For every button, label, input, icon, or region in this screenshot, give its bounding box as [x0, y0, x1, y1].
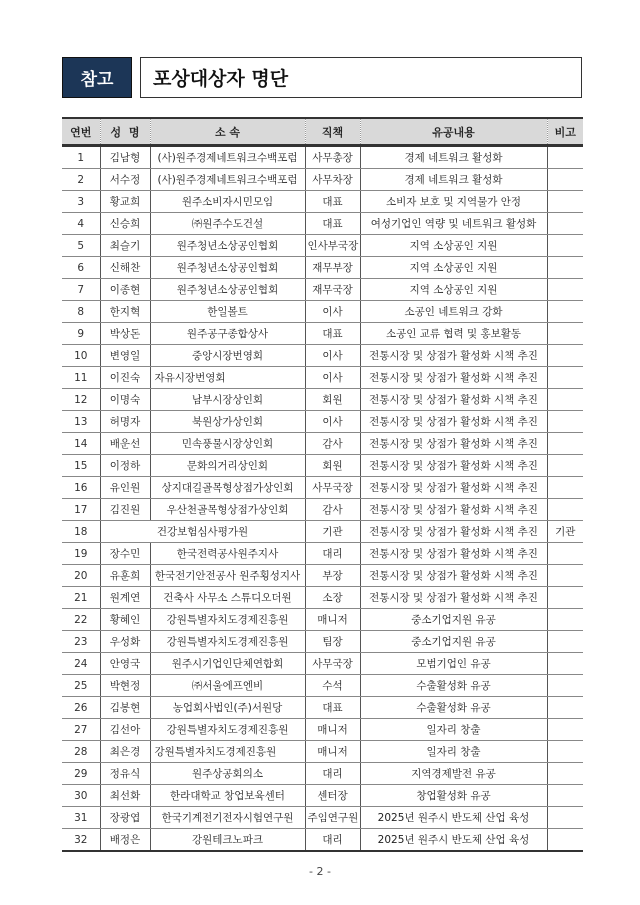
table-row [62, 169, 583, 191]
cell-name: 우성화 [100, 631, 150, 653]
cell-name: 장수민 [100, 543, 150, 565]
cell-org: 원주공구종합상사 [150, 323, 305, 345]
cell-position: 사무차장 [305, 169, 360, 191]
cell-position: 재무국장 [305, 279, 360, 301]
cell-note [547, 719, 583, 741]
cell-merit: 2025년 원주시 반도체 산업 육성 [360, 807, 547, 829]
table-row [62, 146, 583, 169]
cell-no: 2 [62, 169, 100, 191]
cell-org: 자유시장번영회 [150, 367, 305, 389]
cell-name: 신승희 [100, 213, 150, 235]
table-row [62, 257, 583, 279]
cell-note [547, 191, 583, 213]
table-row [62, 191, 583, 213]
cell-note [547, 301, 583, 323]
cell-position: 주임연구원 [305, 807, 360, 829]
cell-merit: 소비자 보호 및 지역물가 안정 [360, 191, 547, 213]
cell-org: 한국전력공사원주지사 [150, 543, 305, 565]
cell-name: 박상돈 [100, 323, 150, 345]
column-header-name: 성 명 [100, 118, 150, 146]
cell-org: 상지대길골목형상점가상인회 [150, 477, 305, 499]
cell-note [547, 345, 583, 367]
cell-note [547, 631, 583, 653]
cell-org: 문화의거리상인회 [150, 455, 305, 477]
reference-label: 참고 [62, 57, 132, 98]
cell-merit: 전통시장 및 상점가 활성화 시책 추진 [360, 477, 547, 499]
cell-position: 감사 [305, 433, 360, 455]
cell-merit: 수출활성화 유공 [360, 697, 547, 719]
cell-position: 대표 [305, 697, 360, 719]
cell-org: 민속풍물시장상인회 [150, 433, 305, 455]
cell-merit: 전통시장 및 상점가 활성화 시책 추진 [360, 345, 547, 367]
cell-position: 수석 [305, 675, 360, 697]
cell-position: 이사 [305, 411, 360, 433]
table-row [62, 653, 583, 675]
cell-note [547, 323, 583, 345]
cell-org: 한국전기안전공사 원주횡성지사 [150, 565, 305, 587]
cell-org: (사)원주경제네트워크수백포럼 [150, 169, 305, 191]
cell-name: 김진원 [100, 499, 150, 521]
cell-position: 대표 [305, 191, 360, 213]
cell-merit: 수출활성화 유공 [360, 675, 547, 697]
table-header-row [62, 118, 583, 146]
cell-position: 인사부국장 [305, 235, 360, 257]
cell-org: 우산천골목형상점가상인회 [150, 499, 305, 521]
column-header-no: 연번 [62, 118, 100, 146]
cell-position: 소장 [305, 587, 360, 609]
cell-position: 대표 [305, 323, 360, 345]
cell-note [547, 697, 583, 719]
cell-merit: 경제 네트워크 활성화 [360, 146, 547, 169]
cell-no: 24 [62, 653, 100, 675]
table-row [62, 213, 583, 235]
cell-no: 4 [62, 213, 100, 235]
cell-name: 최은경 [100, 741, 150, 763]
cell-no: 27 [62, 719, 100, 741]
table-row [62, 829, 583, 852]
cell-name: 이명숙 [100, 389, 150, 411]
cell-no: 25 [62, 675, 100, 697]
table-row [62, 521, 583, 543]
cell-name: 최선화 [100, 785, 150, 807]
cell-note [547, 587, 583, 609]
cell-no: 9 [62, 323, 100, 345]
cell-org: 원주소비자시민모임 [150, 191, 305, 213]
cell-note [547, 146, 583, 169]
cell-position: 재무부장 [305, 257, 360, 279]
cell-name: 유인원 [100, 477, 150, 499]
table-row [62, 741, 583, 763]
cell-no: 5 [62, 235, 100, 257]
cell-no: 20 [62, 565, 100, 587]
table-row [62, 499, 583, 521]
table-row [62, 367, 583, 389]
cell-no: 26 [62, 697, 100, 719]
column-header-org: 소 속 [150, 118, 305, 146]
cell-name: 유훈희 [100, 565, 150, 587]
cell-no: 22 [62, 609, 100, 631]
cell-org: 건강보험심사평가원 [100, 521, 305, 543]
cell-org: ㈜서울에프엔비 [150, 675, 305, 697]
cell-merit: 전통시장 및 상점가 활성화 시책 추진 [360, 543, 547, 565]
cell-note [547, 411, 583, 433]
cell-position: 사무총장 [305, 146, 360, 169]
cell-position: 매니저 [305, 741, 360, 763]
cell-merit: 전통시장 및 상점가 활성화 시책 추진 [360, 411, 547, 433]
cell-org: 강원특별자치도경제진흥원 [150, 719, 305, 741]
cell-note [547, 763, 583, 785]
cell-org: 중앙시장번영회 [150, 345, 305, 367]
column-header-merit: 유공내용 [360, 118, 547, 146]
cell-merit: 전통시장 및 상점가 활성화 시책 추진 [360, 367, 547, 389]
cell-merit: 모범기업인 유공 [360, 653, 547, 675]
cell-name: 장광엽 [100, 807, 150, 829]
cell-name: 서수정 [100, 169, 150, 191]
table-row [62, 565, 583, 587]
cell-org: 농업회사법인(주)서원당 [150, 697, 305, 719]
cell-org: 북원상가상인회 [150, 411, 305, 433]
cell-no: 30 [62, 785, 100, 807]
cell-name: 안영국 [100, 653, 150, 675]
cell-note [547, 433, 583, 455]
cell-no: 8 [62, 301, 100, 323]
cell-merit: 경제 네트워크 활성화 [360, 169, 547, 191]
cell-name: 김남형 [100, 146, 150, 169]
cell-note [547, 653, 583, 675]
cell-name: 배정은 [100, 829, 150, 852]
table-row [62, 477, 583, 499]
cell-no: 14 [62, 433, 100, 455]
cell-merit: 중소기업지원 유공 [360, 609, 547, 631]
cell-org: 강원테크노파크 [150, 829, 305, 852]
table-row [62, 719, 583, 741]
cell-no: 13 [62, 411, 100, 433]
cell-org: 원주상공회의소 [150, 763, 305, 785]
cell-no: 16 [62, 477, 100, 499]
cell-name: 이종현 [100, 279, 150, 301]
column-header-position: 직책 [305, 118, 360, 146]
page-title: 포상대상자 명단 [140, 57, 582, 98]
cell-no: 28 [62, 741, 100, 763]
table-row [62, 323, 583, 345]
cell-merit: 전통시장 및 상점가 활성화 시책 추진 [360, 521, 547, 543]
table-row [62, 697, 583, 719]
cell-no: 6 [62, 257, 100, 279]
cell-note [547, 455, 583, 477]
cell-position: 부장 [305, 565, 360, 587]
cell-org: 강원특별자치도경제진흥원 [150, 631, 305, 653]
cell-position: 대리 [305, 543, 360, 565]
cell-name: 정유식 [100, 763, 150, 785]
cell-org: 건축사 사무소 스튜디오더원 [150, 587, 305, 609]
cell-org: (사)원주경제네트워크수백포럼 [150, 146, 305, 169]
cell-position: 사무국장 [305, 653, 360, 675]
cell-merit: 일자리 창출 [360, 741, 547, 763]
cell-no: 21 [62, 587, 100, 609]
table-row [62, 543, 583, 565]
cell-position: 대표 [305, 213, 360, 235]
cell-note [547, 213, 583, 235]
cell-org: 한국기계전기전자시험연구원 [150, 807, 305, 829]
cell-org: 원주청년소상공인협회 [150, 279, 305, 301]
cell-note [547, 829, 583, 852]
cell-note [547, 807, 583, 829]
cell-position: 팀장 [305, 631, 360, 653]
cell-org: 강원특별자치도경제진흥원 [150, 741, 305, 763]
table-row [62, 587, 583, 609]
cell-org: 원주시기업인단체연합회 [150, 653, 305, 675]
table-row [62, 433, 583, 455]
cell-name: 이정하 [100, 455, 150, 477]
cell-name: 김선아 [100, 719, 150, 741]
table-row [62, 675, 583, 697]
cell-position: 이사 [305, 367, 360, 389]
cell-no: 29 [62, 763, 100, 785]
cell-name: 한지혁 [100, 301, 150, 323]
cell-note: 기관 [547, 521, 583, 543]
cell-merit: 2025년 원주시 반도체 산업 육성 [360, 829, 547, 852]
cell-position: 이사 [305, 301, 360, 323]
cell-org: 한일볼트 [150, 301, 305, 323]
cell-merit: 지역 소상공인 지원 [360, 235, 547, 257]
cell-merit: 지역경제발전 유공 [360, 763, 547, 785]
cell-org: 원주청년소상공인협회 [150, 257, 305, 279]
cell-position: 매니저 [305, 609, 360, 631]
cell-name: 원계연 [100, 587, 150, 609]
cell-name: 변영일 [100, 345, 150, 367]
cell-no: 7 [62, 279, 100, 301]
cell-no: 31 [62, 807, 100, 829]
cell-merit: 지역 소상공인 지원 [360, 279, 547, 301]
cell-note [547, 477, 583, 499]
table-row [62, 301, 583, 323]
cell-no: 32 [62, 829, 100, 852]
cell-no: 11 [62, 367, 100, 389]
cell-no: 12 [62, 389, 100, 411]
cell-merit: 소공인 교류 협력 및 홍보활동 [360, 323, 547, 345]
table-row [62, 279, 583, 301]
cell-position: 매니저 [305, 719, 360, 741]
cell-position: 이사 [305, 345, 360, 367]
cell-merit: 전통시장 및 상점가 활성화 시책 추진 [360, 499, 547, 521]
table-row [62, 807, 583, 829]
table-row [62, 411, 583, 433]
cell-note [547, 609, 583, 631]
cell-note [547, 279, 583, 301]
cell-position: 대리 [305, 763, 360, 785]
cell-note [547, 499, 583, 521]
cell-merit: 여성기업인 역량 및 네트워크 활성화 [360, 213, 547, 235]
cell-org: 원주청년소상공인협회 [150, 235, 305, 257]
cell-position: 회원 [305, 455, 360, 477]
table-row [62, 389, 583, 411]
table-row [62, 455, 583, 477]
cell-note [547, 257, 583, 279]
cell-merit: 소공인 네트워크 강화 [360, 301, 547, 323]
cell-name: 황교희 [100, 191, 150, 213]
cell-name: 최슬기 [100, 235, 150, 257]
cell-name: 황혜인 [100, 609, 150, 631]
cell-no: 19 [62, 543, 100, 565]
cell-note [547, 741, 583, 763]
cell-note [547, 543, 583, 565]
cell-no: 10 [62, 345, 100, 367]
cell-position: 회원 [305, 389, 360, 411]
cell-note [547, 785, 583, 807]
table-row [62, 631, 583, 653]
cell-no: 1 [62, 146, 100, 169]
cell-position: 기관 [305, 521, 360, 543]
table-row [62, 345, 583, 367]
table-row [62, 235, 583, 257]
cell-org: ㈜원주수도건설 [150, 213, 305, 235]
cell-merit: 전통시장 및 상점가 활성화 시책 추진 [360, 433, 547, 455]
table-row [62, 785, 583, 807]
cell-no: 17 [62, 499, 100, 521]
cell-no: 23 [62, 631, 100, 653]
awardee-table [62, 117, 583, 852]
cell-merit: 중소기업지원 유공 [360, 631, 547, 653]
table-row [62, 763, 583, 785]
column-header-note: 비고 [547, 118, 583, 146]
cell-org: 강원특별자치도경제진흥원 [150, 609, 305, 631]
table-row [62, 609, 583, 631]
cell-note [547, 367, 583, 389]
cell-org: 남부시장상인회 [150, 389, 305, 411]
cell-name: 신해찬 [100, 257, 150, 279]
cell-name: 이진숙 [100, 367, 150, 389]
cell-org: 한라대학교 창업보육센터 [150, 785, 305, 807]
cell-position: 대리 [305, 829, 360, 852]
cell-merit: 창업활성화 유공 [360, 785, 547, 807]
cell-merit: 지역 소상공인 지원 [360, 257, 547, 279]
cell-note [547, 235, 583, 257]
cell-note [547, 565, 583, 587]
cell-merit: 일자리 창출 [360, 719, 547, 741]
cell-note [547, 675, 583, 697]
cell-name: 김봉현 [100, 697, 150, 719]
cell-no: 3 [62, 191, 100, 213]
cell-note [547, 389, 583, 411]
cell-merit: 전통시장 및 상점가 활성화 시책 추진 [360, 455, 547, 477]
cell-name: 허명자 [100, 411, 150, 433]
cell-no: 18 [62, 521, 100, 543]
page-number: - 2 - [309, 865, 331, 878]
cell-merit: 전통시장 및 상점가 활성화 시책 추진 [360, 565, 547, 587]
cell-note [547, 169, 583, 191]
cell-name: 배운선 [100, 433, 150, 455]
cell-name: 박현정 [100, 675, 150, 697]
cell-position: 사무국장 [305, 477, 360, 499]
cell-merit: 전통시장 및 상점가 활성화 시책 추진 [360, 587, 547, 609]
cell-position: 센터장 [305, 785, 360, 807]
cell-merit: 전통시장 및 상점가 활성화 시책 추진 [360, 389, 547, 411]
cell-position: 감사 [305, 499, 360, 521]
cell-no: 15 [62, 455, 100, 477]
